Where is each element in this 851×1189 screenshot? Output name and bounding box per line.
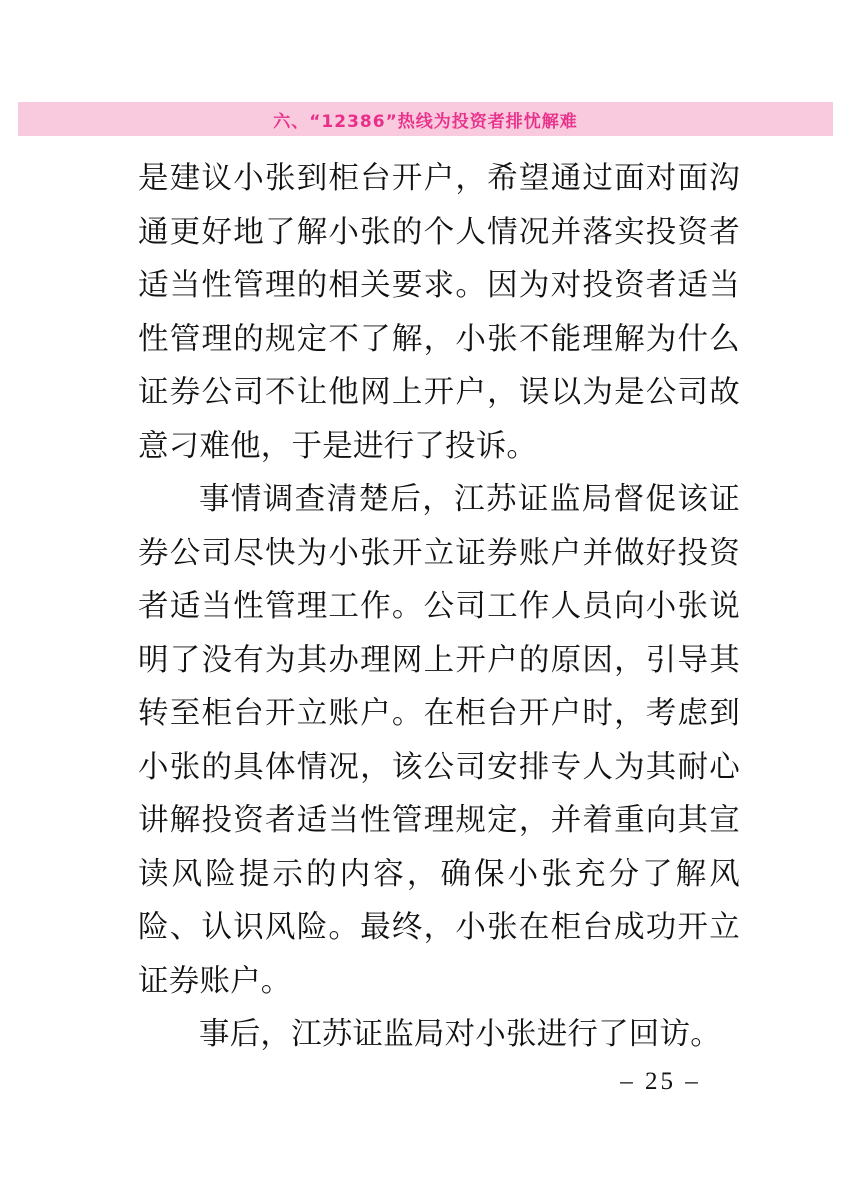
paragraph-1: 是建议小张到柜台开户，希望通过面对面沟通更好地了解小张的个人情况并落实投资者适当性管理的相关要求。因为对投资者适当性管理的规定不了解，小张不能理解为什么证券公司不让他网上开户，误以为是公司故意刁难他，于是进行了投诉。 xyxy=(138,161,740,463)
running-header-title: 六、“12386”热线为投资者排忧解难 xyxy=(273,111,578,132)
running-header-band xyxy=(18,102,833,136)
page-footer xyxy=(0,1068,851,1096)
paragraph-3: 事后，江苏证监局对小张进行了回访。 xyxy=(199,1017,721,1051)
body-text-block xyxy=(138,152,740,1062)
paragraph-2: 事情调查清楚后，江苏证监局督促该证券公司尽快为小张开立证券账户并做好投资者适当性管理工作。公司工作人员向小张说明了没有为其办理网上开户的原因，引导其转至柜台开立账户。在柜台开户时，考虑到小张的具体情况，该公司安排专人为其耐心讲解投资者适当性管理规定，并着重向其宣读风险提示的内容，确保小张充分了解风险、认识风险。最终，小张在柜台成功开立证券账户。 xyxy=(138,482,740,998)
page-number: – 25 – xyxy=(620,1068,701,1095)
